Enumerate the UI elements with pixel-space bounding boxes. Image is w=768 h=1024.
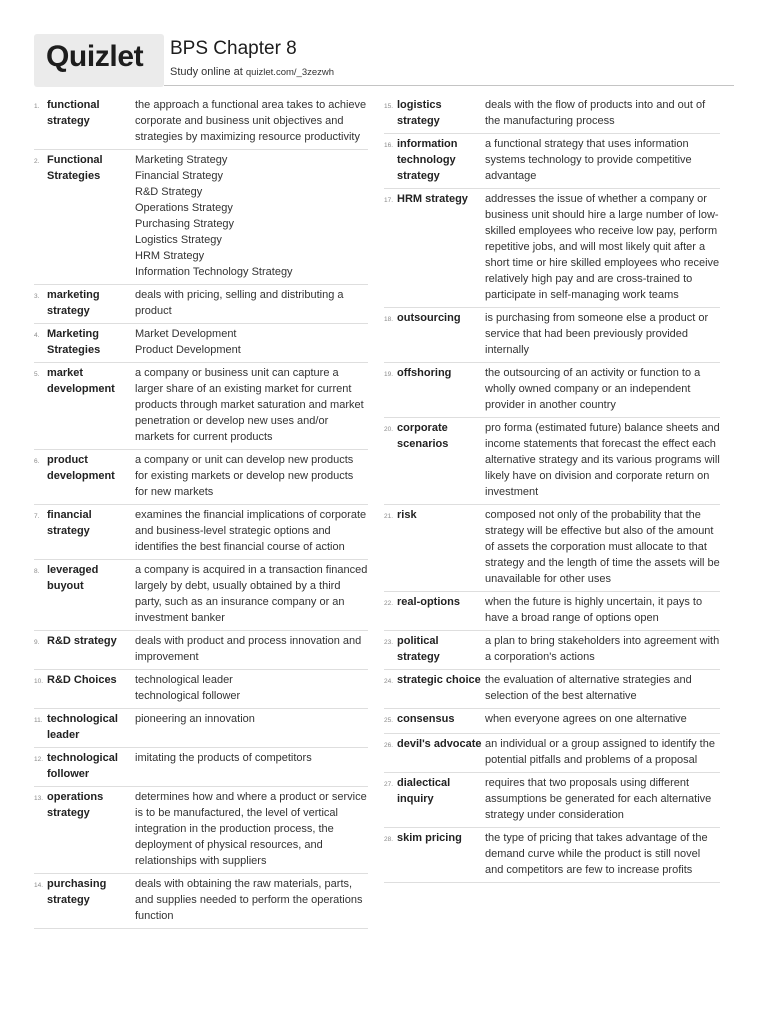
definition-line: a functional strategy that uses information systems technology to provide competitive advantage [485, 138, 692, 182]
definition-line: examines the financial implications of corporate and business-level strategic options and identifies the best financial course of action [135, 509, 367, 553]
term-word: financial strategy [47, 509, 92, 537]
term-row [384, 418, 720, 505]
term-number: 18. [384, 316, 394, 323]
term-number: 1. [34, 103, 40, 110]
definition-line: Marketing Strategy [135, 154, 228, 166]
term-word: operations strategy [47, 791, 104, 819]
term-row [34, 450, 368, 505]
term-definition [135, 876, 368, 924]
term-word: R&D Choices [47, 674, 117, 686]
term-row [34, 709, 368, 748]
term-word: R&D strategy [47, 635, 117, 647]
term-number: 26. [384, 742, 394, 749]
term-row [34, 874, 368, 929]
term-number: 20. [384, 426, 394, 433]
term-row [34, 560, 368, 631]
term-word: technological follower [47, 752, 118, 780]
definition-line: a plan to bring stakeholders into agreement with a corporation's actions [485, 635, 720, 663]
term-word: real-options [397, 596, 460, 608]
term-number: 8. [34, 568, 40, 575]
term-number: 23. [384, 639, 394, 646]
term-word: marketing strategy [47, 289, 100, 317]
terms-column-left [34, 95, 368, 929]
definition-line: deals with obtaining the raw materials, parts, and supplies needed to perform the operations function [135, 878, 363, 922]
term-word: Functional Strategies [47, 154, 103, 182]
definition-line: an individual or a group assigned to identify the potential pitfalls and problems of a proposal [485, 738, 715, 766]
definition-line: deals with product and process innovation and improvement [135, 635, 362, 663]
term-row [34, 787, 368, 874]
term-number: 27. [384, 781, 394, 788]
term-row [384, 308, 720, 363]
term-row [34, 670, 368, 709]
term-row [384, 670, 720, 709]
header [34, 34, 734, 87]
term-number: 28. [384, 836, 394, 843]
term-definition [485, 310, 720, 358]
term-row [384, 709, 720, 734]
term-definition [485, 594, 720, 626]
term-row [34, 95, 368, 150]
term-number: 16. [384, 142, 394, 149]
term-definition [135, 672, 368, 704]
definition-line: pro forma (estimated future) balance sheets and income statements that forecast the effect each alternative strategy and its various programs will likely have on division and corporate return on investment [485, 422, 720, 498]
term-row [34, 505, 368, 560]
term-number: 10. [34, 678, 44, 685]
term-word: functional strategy [47, 99, 100, 127]
term-definition [485, 672, 720, 704]
term-number: 14. [34, 882, 44, 889]
term-word: Marketing Strategies [47, 328, 101, 356]
term-definition [135, 287, 368, 319]
term-definition [485, 97, 720, 129]
definition-line: a company or business unit can capture a larger share of an existing market for current products through market saturation and market penetration or develop new uses and/or markets for current products [135, 367, 364, 443]
term-number: 13. [34, 795, 44, 802]
term-definition [485, 420, 720, 500]
definition-line: R&D Strategy [135, 186, 203, 198]
term-number: 12. [34, 756, 44, 763]
header-divider [164, 85, 734, 86]
term-word: dialectical inquiry [397, 777, 451, 805]
term-number: 19. [384, 371, 394, 378]
term-number: 15. [384, 103, 394, 110]
term-number: 11. [34, 717, 43, 724]
term-number: 5. [34, 371, 40, 378]
definition-line: determines how and where a product or service is to be manufactured, the level of vertical integration in the production process, the deployment of physical resources, and relationships with suppliers [135, 791, 367, 867]
term-word: leveraged buyout [47, 564, 99, 592]
definition-line: when the future is highly uncertain, it pays to have a broad range of options open [485, 596, 703, 624]
term-definition [135, 365, 368, 445]
term-word: information technology strategy [397, 138, 458, 182]
definition-line: HRM Strategy [135, 250, 205, 262]
term-definition [135, 97, 368, 145]
terms-column-right [384, 95, 720, 883]
page-title: BPS Chapter 8 [170, 38, 297, 59]
definition-line: is purchasing from someone else a product or service that had been previously provided internally [485, 312, 709, 356]
definition-line: a company or unit can develop new products for existing markets or develop new products for new markets [135, 454, 354, 498]
definition-line: addresses the issue of whether a company or business unit should hire a large number of low-skilled employees who receive low pay, perform repetitive jobs, and will most likely quit after a short time or hire skilled employees who receive relatively high pay and are cross-trained to participate in self-managing work teams [485, 193, 720, 301]
term-number: 7. [34, 513, 40, 520]
term-number: 3. [34, 293, 40, 300]
term-number: 24. [384, 678, 394, 685]
study-link[interactable]: quizlet.com/_3zezwh [245, 67, 335, 78]
term-row [384, 505, 720, 592]
definition-line: Operations Strategy [135, 202, 233, 214]
definition-line: Purchasing Strategy [135, 218, 235, 230]
term-row [34, 285, 368, 324]
term-definition [135, 789, 368, 869]
term-word: strategic choice [397, 674, 481, 686]
term-word: product development [47, 454, 115, 482]
definition-line: imitating the products of competitors [135, 752, 312, 764]
term-number: 2. [34, 158, 40, 165]
term-word: risk [397, 509, 417, 521]
term-number: 4. [34, 332, 40, 339]
term-word: devil's advocate [397, 738, 482, 750]
term-row [384, 592, 720, 631]
term-number: 17. [384, 197, 394, 204]
term-word: skim pricing [397, 832, 462, 844]
term-number: 25. [384, 717, 394, 724]
term-word: technological leader [47, 713, 118, 741]
term-row [34, 631, 368, 670]
term-word: offshoring [397, 367, 452, 379]
definition-line: pioneering an innovation [135, 713, 255, 725]
term-definition [135, 326, 368, 358]
term-row [34, 363, 368, 450]
definition-line: the outsourcing of an activity or function to a wholly owned company or an independent provider in another country [485, 367, 701, 411]
definition-line: requires that two proposals using different assumptions be generated for each alternative strategy under consideration [485, 777, 712, 821]
term-word: purchasing strategy [47, 878, 107, 906]
definition-line: the evaluation of alternative strategies and selection of the best alternative [485, 674, 692, 702]
definition-line: composed not only of the probability that the strategy will be effective but also of the amount of assets the corporation must allocate to that strategy and the length of time the assets will be unavailable for other uses [485, 509, 720, 585]
term-definition [485, 507, 720, 587]
term-word: consensus [397, 713, 455, 725]
term-row [34, 150, 368, 285]
term-definition [485, 736, 720, 768]
definition-line: Market Development [135, 328, 237, 340]
term-row [384, 631, 720, 670]
term-definition [485, 775, 720, 823]
term-word: outsourcing [397, 312, 461, 324]
term-definition [485, 711, 720, 729]
term-number: 6. [34, 458, 40, 465]
term-number: 9. [34, 639, 40, 646]
term-number: 21. [384, 513, 394, 520]
definition-line: when everyone agrees on one alternative [485, 713, 687, 725]
term-word: political strategy [397, 635, 440, 663]
subtitle-prefix: Study online at [170, 66, 246, 78]
term-row [384, 734, 720, 773]
term-row [384, 134, 720, 189]
logo-text: Quizlet [46, 40, 144, 73]
term-definition [135, 452, 368, 500]
term-definition [485, 136, 720, 184]
term-definition [485, 633, 720, 665]
term-row [384, 363, 720, 418]
definition-line: Product Development [135, 344, 241, 356]
term-word: market development [47, 367, 115, 395]
term-definition [135, 633, 368, 665]
definition-line: Information Technology Strategy [135, 266, 293, 278]
definition-line: a company is acquired in a transaction financed largely by debt, usually obtained by a third party, such as an insurance company or an investment banker [135, 564, 368, 624]
quizlet-logo[interactable] [34, 34, 164, 87]
term-word: logistics strategy [397, 99, 442, 127]
term-row [384, 95, 720, 134]
term-number: 22. [384, 600, 394, 607]
definition-line: deals with pricing, selling and distributing a product [135, 289, 344, 317]
term-definition [135, 750, 368, 782]
term-definition [135, 562, 368, 626]
term-row [384, 189, 720, 308]
term-word: HRM strategy [397, 193, 468, 205]
term-definition [135, 152, 368, 280]
term-definition [485, 830, 720, 878]
definition-line: the type of pricing that takes advantage of the demand curve while the product is still novel and competitors are few to increase profits [485, 832, 708, 876]
term-definition [135, 711, 368, 743]
definition-line: Financial Strategy [135, 170, 224, 182]
term-definition [135, 507, 368, 555]
term-row [384, 828, 720, 883]
definition-line: technological leader [135, 674, 233, 686]
definition-line: technological follower [135, 690, 241, 702]
term-row [34, 748, 368, 787]
subtitle [170, 66, 334, 78]
term-definition [485, 365, 720, 413]
definition-line: Logistics Strategy [135, 234, 222, 246]
definition-line: the approach a functional area takes to achieve corporate and business unit objectives and strategies by maximizing resource productivity [135, 99, 367, 143]
term-row [34, 324, 368, 363]
term-row [384, 773, 720, 828]
definition-line: deals with the flow of products into and out of the manufacturing process [485, 99, 706, 127]
term-definition [485, 191, 720, 303]
term-word: corporate scenarios [397, 422, 449, 450]
